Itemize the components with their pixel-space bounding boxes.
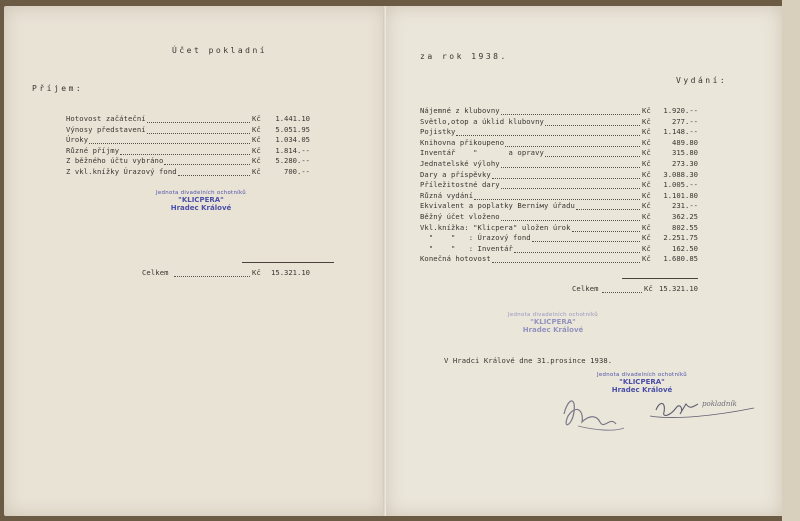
row-label: Hotovost začáteční [66, 114, 146, 123]
row-amount: 1.441.10 [275, 114, 310, 123]
row-amount: 5.051.95 [275, 124, 310, 134]
row-amount: 2.251.75 [663, 233, 698, 243]
row-currency: Kč [642, 254, 651, 264]
association-stamp-faded [498, 312, 608, 334]
stamp-line1: Jednota divadelních ochotníků [156, 190, 246, 196]
row-label: Běžný účet vloženo [420, 212, 500, 221]
association-stamp-left [146, 190, 256, 212]
row-amount: 1.814.-- [275, 145, 310, 155]
row-currency: Kč [642, 159, 651, 168]
row-leader-dots [572, 231, 640, 232]
row-leader-dots [456, 135, 640, 136]
row-leader-dots [120, 154, 250, 155]
row-currency: Kč [642, 169, 651, 179]
row-label: Vkl.knížka: "Klicpera" uložen úrok [420, 222, 571, 232]
row-currency: Kč [642, 190, 651, 200]
row-label: Různé příjmy [66, 145, 120, 155]
row-currency: Kč [642, 222, 651, 232]
row-label: Knihovna přikoupeno [420, 137, 505, 147]
page-title-left: Účet pokladní [172, 46, 268, 55]
total-rule [242, 262, 334, 263]
right-total-dots [602, 292, 642, 293]
row-leader-dots [505, 146, 640, 147]
row-amount: 1.101.80 [663, 190, 698, 200]
income-total-label: Celkem [142, 268, 169, 277]
total-dots [174, 276, 250, 277]
stamp-right-line1: Jednota divadelních ochotníků [597, 372, 687, 378]
row-amount: 1.148.-- [663, 127, 698, 137]
page-title-right: za rok 1938. [420, 52, 508, 61]
row-amount: 700.-- [284, 167, 310, 176]
row-amount: 362.25 [672, 212, 698, 221]
row-amount: 277.-- [672, 116, 698, 126]
row-leader-dots [514, 252, 640, 253]
row-label: Ekvivalent a poplatky Berníму úřadu [420, 201, 575, 211]
income-total-amount: 15.321.10 [271, 268, 310, 277]
row-currency: Kč [642, 127, 651, 137]
row-currency: Kč [642, 243, 651, 253]
row-amount: 162.50 [672, 243, 698, 253]
stamp-faded-line2: "KLICPERA" [530, 318, 576, 327]
row-leader-dots [89, 143, 250, 144]
row-amount: 5.280.-- [275, 156, 310, 166]
row-label: " " : Inventář [420, 243, 513, 253]
row-label: Konečná hotovost [420, 254, 491, 264]
row-currency: Kč [642, 212, 651, 221]
row-amount: 1.680.85 [663, 254, 698, 264]
row-currency: Kč [642, 137, 651, 147]
row-label: Jednatelské výlohy [420, 159, 500, 168]
expenses-total-label: Celkem [572, 284, 599, 293]
row-currency: Kč [252, 167, 261, 176]
row-label: Pojistky [420, 127, 456, 137]
row-label: Úroky [66, 135, 89, 145]
row-amount: 802.55 [672, 222, 698, 232]
signature-note: pokladník [702, 400, 737, 408]
row-amount: 315.80 [672, 148, 698, 158]
row-label: Výnosy představení [66, 124, 146, 134]
row-currency: Kč [642, 201, 651, 211]
row-currency: Kč [252, 124, 261, 134]
row-leader-dots [532, 241, 640, 242]
row-amount: 489.80 [672, 137, 698, 147]
row-currency: Kč [252, 135, 261, 145]
row-leader-dots [178, 175, 250, 176]
row-amount: 3.088.30 [663, 169, 698, 179]
row-leader-dots [164, 164, 250, 165]
right-page [386, 6, 782, 516]
row-currency: Kč [642, 116, 651, 126]
row-amount: 231.-- [672, 201, 698, 211]
income-heading: Příjem: [32, 84, 84, 93]
row-label: Různá vydání [420, 190, 474, 200]
row-leader-dots [501, 188, 640, 189]
stamp-faded-line1: Jednota divadelních ochotníků [508, 312, 598, 318]
stamp-faded-line3: Hradec Králové [522, 326, 584, 335]
stamp-right-line2: "KLICPERA" [619, 378, 665, 387]
row-currency: Kč [642, 148, 651, 158]
row-label: Nájemné z klubovny [420, 106, 500, 115]
row-currency: Kč [252, 114, 261, 123]
row-leader-dots [474, 199, 640, 200]
row-leader-dots [545, 125, 640, 126]
row-label: Světlo,otop a úklid klubovny [420, 116, 544, 126]
row-leader-dots [147, 122, 250, 123]
place-date: V Hradci Králové dne 31.prosince 1938. [444, 356, 613, 365]
row-label: " " : Úrazový fond [420, 233, 531, 243]
row-amount: 273.30 [672, 159, 698, 168]
row-amount: 1.920.-- [663, 106, 698, 115]
handwritten-signatures [554, 386, 774, 446]
row-leader-dots [576, 209, 640, 210]
row-leader-dots [492, 178, 640, 179]
right-total-rule [622, 278, 698, 279]
income-total-kc: Kč [252, 268, 261, 277]
row-leader-dots [147, 133, 250, 134]
row-currency: Kč [642, 106, 651, 115]
row-leader-dots [545, 156, 640, 157]
row-currency: Kč [642, 233, 651, 243]
row-leader-dots [501, 114, 640, 115]
row-amount: 1.005.-- [663, 180, 698, 190]
row-leader-dots [501, 167, 640, 168]
row-currency: Kč [252, 156, 261, 166]
expenses-total-kc: Kč [644, 284, 653, 293]
left-page [4, 6, 386, 516]
row-amount: 1.034.05 [275, 135, 310, 145]
row-leader-dots [492, 262, 640, 263]
stamp-line3: Hradec Králové [170, 204, 232, 213]
row-currency: Kč [642, 180, 651, 190]
row-label: Dary a příspěvky [420, 169, 491, 179]
stamp-line2: "KLICPERA" [178, 196, 224, 205]
row-label: Z vkl.knížky Úrazový fond [66, 167, 177, 176]
row-label: Inventář " a opravy [420, 148, 544, 158]
row-leader-dots [501, 220, 640, 221]
background-edge [782, 0, 800, 521]
expenses-heading: Vydání: [676, 76, 728, 85]
row-label: Z běžného účtu vybráno [66, 156, 164, 166]
stamp-right-line3: Hradec Králové [611, 386, 673, 395]
expenses-total-amount: 15.321.10 [659, 284, 698, 293]
row-currency: Kč [252, 145, 261, 155]
row-label: Příležitostné dary [420, 180, 500, 190]
